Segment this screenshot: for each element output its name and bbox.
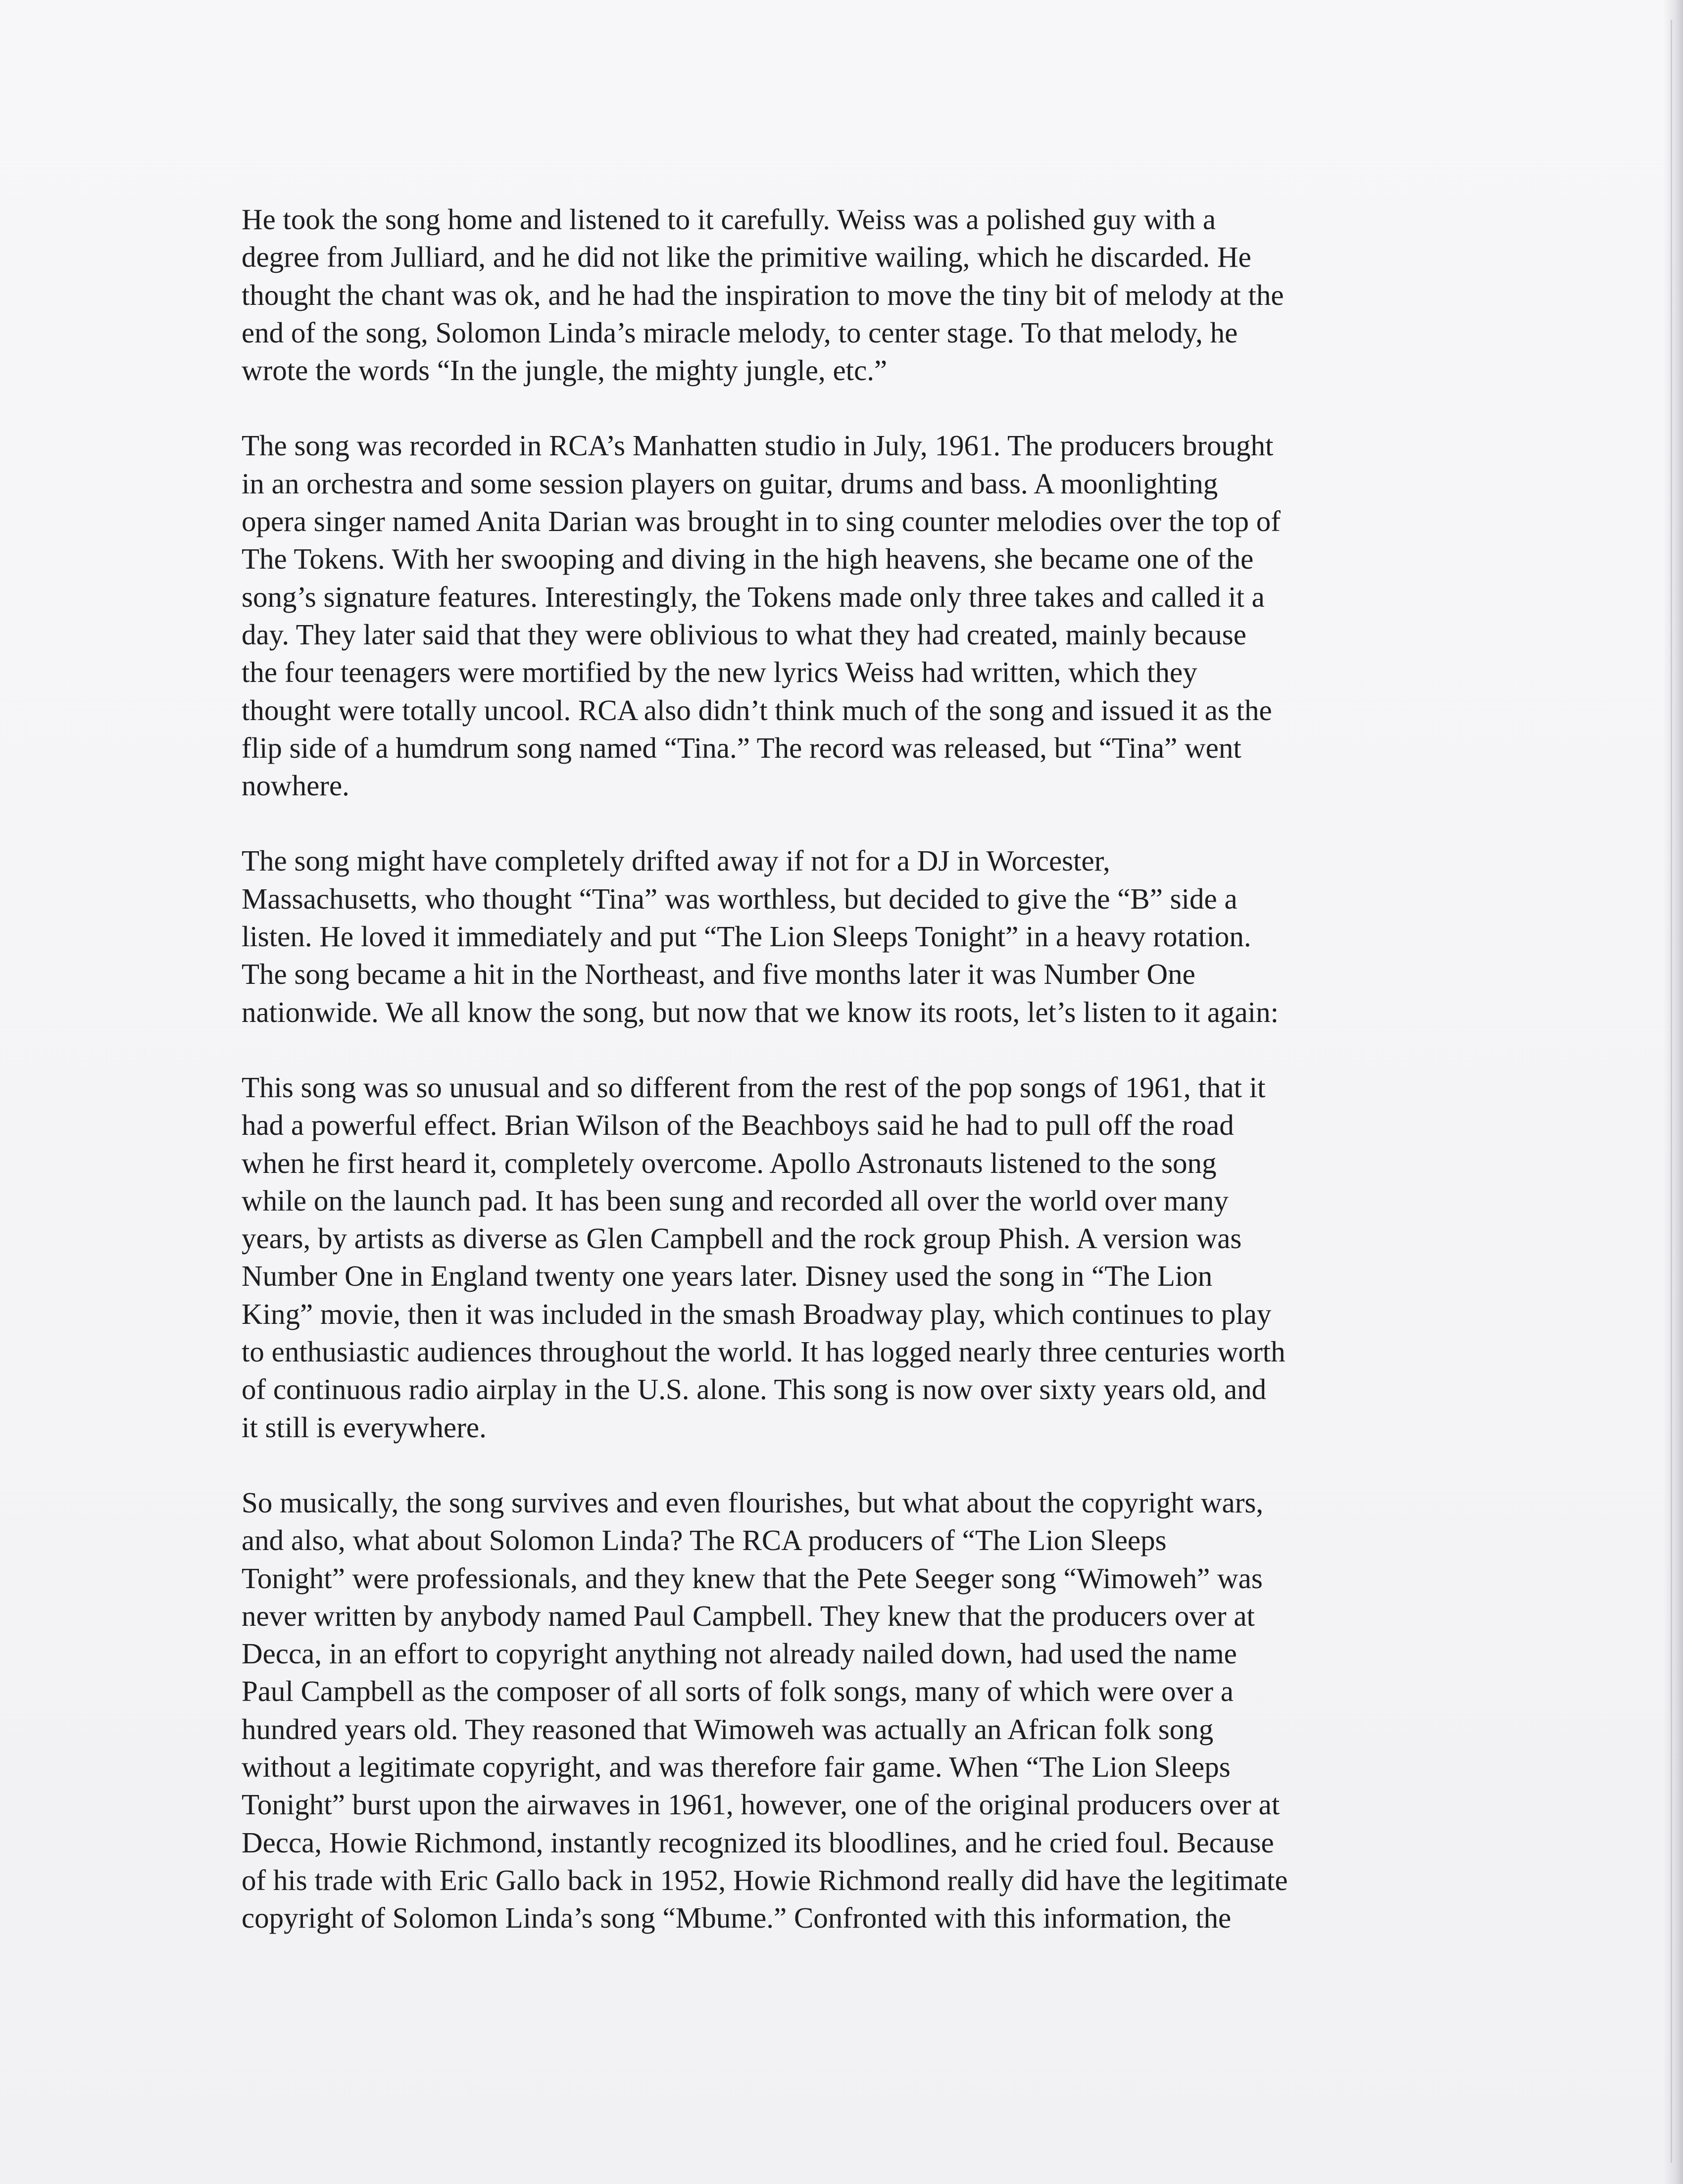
text-line: Paul Campbell as the composer of all sorts of folk songs, many of which were over a (242, 1675, 1234, 1708)
text-line: listen. He loved it immediately and put “The Lion Sleeps Tonight” in a heavy rotation. (242, 920, 1251, 953)
text-line: of his trade with Eric Gallo back in 1952, Howie Richmond really did have the legitimate (242, 1863, 1288, 1896)
page-edge-shadow (1663, 0, 1683, 2184)
paragraph-recording-session (242, 427, 1430, 804)
text-line: thought the chant was ok, and he had the inspiration to move the tiny bit of melody at the (242, 278, 1284, 311)
text-line: nationwide. We all know the song, but now that we know its roots, let’s listen to it again: (242, 995, 1279, 1028)
text-line: Massachusetts, who thought “Tina” was worthless, but decided to give the “B” side a (242, 882, 1238, 915)
text-line: song’s signature features. Interestingly, the Tokens made only three takes and called it a (242, 580, 1265, 613)
text-line: years, by artists as diverse as Glen Campbell and the rock group Phish. A version was (242, 1222, 1242, 1255)
text-line: wrote the words “In the jungle, the mighty jungle, etc.” (242, 354, 888, 387)
text-line: Number One in England twenty one years later. Disney used the song in “The Lion (242, 1260, 1213, 1293)
text-line: the four teenagers were mortified by the new lyrics Weiss had written, which they (242, 656, 1197, 689)
text-line: without a legitimate copyright, and was therefore fair game. When “The Lion Sleeps (242, 1750, 1231, 1783)
paragraph-song-impact (242, 1068, 1430, 1446)
text-line: when he first heard it, completely overcome. Apollo Astronauts listened to the song (242, 1146, 1217, 1179)
paragraph-dj-worcester (242, 842, 1430, 1030)
text-line: degree from Julliard, and he did not like the primitive wailing, which he discarded. He (242, 241, 1251, 274)
page-edge-line (1671, 20, 1672, 2163)
text-line: Decca, Howie Richmond, instantly recognized its bloodlines, and he cried foul. Because (242, 1826, 1274, 1859)
text-line: it still is everywhere. (242, 1410, 487, 1444)
text-line: He took the song home and listened to it carefully. Weiss was a polished guy with a (242, 203, 1216, 236)
paragraph-copyright-wars (242, 1484, 1430, 1937)
text-line: The song was recorded in RCA’s Manhatten studio in July, 1961. The producers brought (242, 429, 1274, 462)
text-line: hundred years old. They reasoned that Wimoweh was actually an African folk song (242, 1712, 1214, 1746)
text-line: and also, what about Solomon Linda? The RCA producers of “The Lion Sleeps (242, 1524, 1167, 1557)
text-line: end of the song, Solomon Linda’s miracle melody, to center stage. To that melody, he (242, 316, 1238, 349)
text-line: never written by anybody named Paul Campbell. They knew that the producers over at (242, 1599, 1255, 1632)
text-line: King” movie, then it was included in the smash Broadway play, which continues to play (242, 1297, 1272, 1330)
text-line: flip side of a humdrum song named “Tina.” The record was released, but “Tina” went (242, 731, 1241, 764)
text-line: Tonight” were professionals, and they knew that the Pete Seeger song “Wimoweh” was (242, 1561, 1263, 1595)
text-line: day. They later said that they were oblivious to what they had created, mainly because (242, 618, 1246, 651)
text-line: Tonight” burst upon the airwaves in 1961, however, one of the original producers over at (242, 1788, 1280, 1821)
text-line: nowhere. (242, 769, 349, 802)
text-line: while on the launch pad. It has been sung and recorded all over the world over many (242, 1184, 1229, 1217)
text-line: to enthusiastic audiences throughout the world. It has logged nearly three centuries worth (242, 1335, 1286, 1368)
text-line: The song became a hit in the Northeast, and five months later it was Number One (242, 958, 1195, 991)
text-line: in an orchestra and some session players on guitar, drums and bass. A moonlighting (242, 467, 1218, 500)
text-line: copyright of Solomon Linda’s song “Mbume.” Confronted with this information, the (242, 1901, 1232, 1935)
text-line: thought were totally uncool. RCA also didn’t think much of the song and issued it as the (242, 693, 1272, 727)
text-line: of continuous radio airplay in the U.S. alone. This song is now over sixty years old, and (242, 1373, 1267, 1406)
text-line: Decca, in an effort to copyright anything not already nailed down, had used the name (242, 1637, 1237, 1670)
text-line: had a powerful effect. Brian Wilson of the Beachboys said he had to pull off the road (242, 1109, 1234, 1142)
text-line: The song might have completely drifted away if not for a DJ in Worcester, (242, 844, 1110, 877)
paragraph-weiss-rewrite (242, 200, 1430, 389)
text-line: So musically, the song survives and even flourishes, but what about the copyright wars, (242, 1486, 1264, 1519)
document-body (242, 200, 1430, 1974)
text-line: The Tokens. With her swooping and diving in the high heavens, she became one of the (242, 542, 1254, 576)
text-line: opera singer named Anita Darian was brought in to sing counter melodies over the top of (242, 505, 1281, 538)
text-line: This song was so unusual and so different from the rest of the pop songs of 1961, that it (242, 1070, 1266, 1104)
